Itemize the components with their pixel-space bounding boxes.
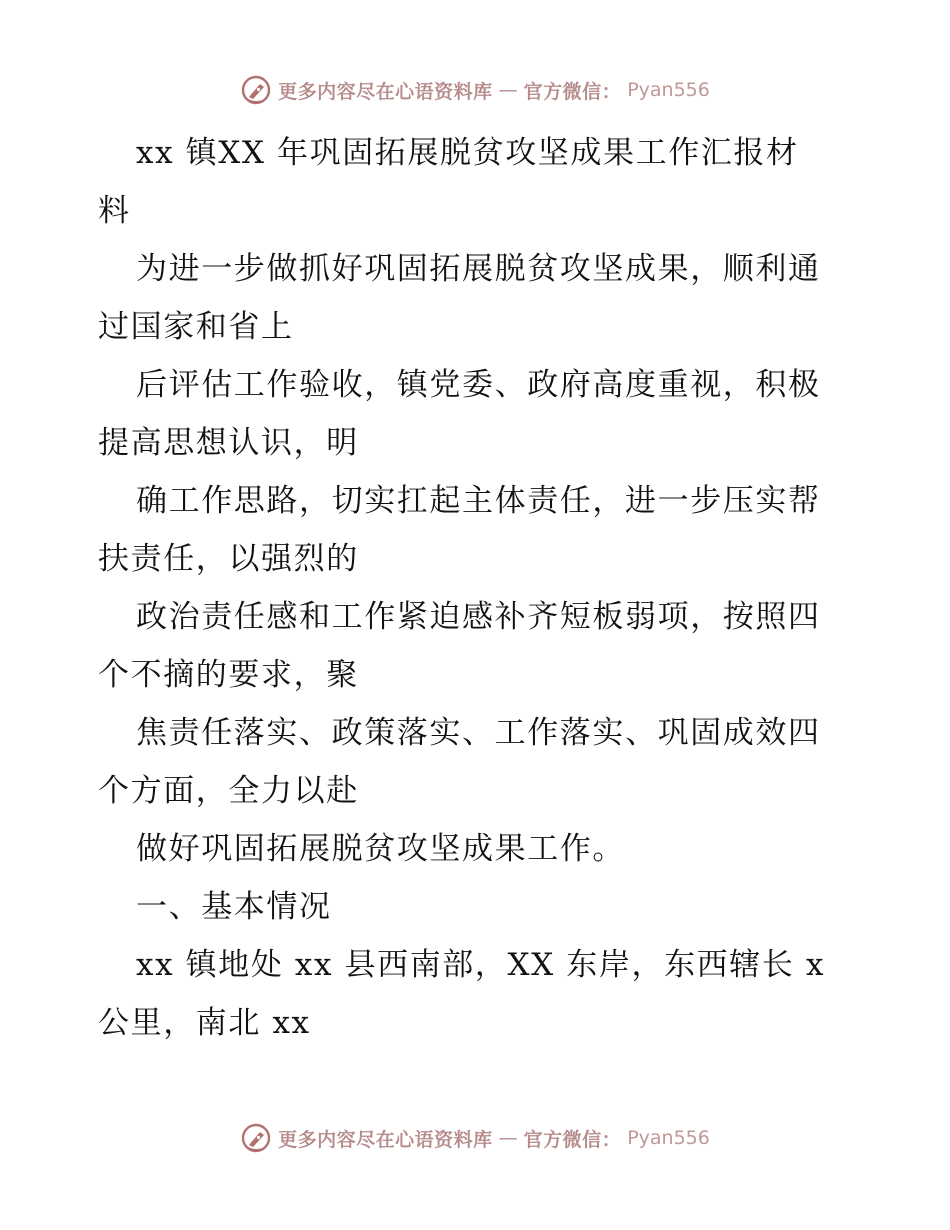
paragraph-line: 过国家和省上: [98, 309, 294, 345]
paragraph-line: 确工作思路，切实扛起主体责任，进一步压实帮: [136, 483, 821, 519]
paragraph-line: 提高思想认识，明: [98, 425, 359, 461]
section-heading: 一、基本情况: [136, 889, 332, 925]
document-body: [98, 124, 858, 1052]
watermark-contact: 官方微信：: [523, 1128, 622, 1151]
paragraph-line: 个不摘的要求，聚: [98, 657, 359, 693]
paragraph-line: 后评估工作验收，镇党委、政府高度重视，积极: [136, 367, 821, 403]
paragraph-line: 为进一步做抓好巩固拓展脱贫攻坚成果，顺利通: [136, 251, 821, 287]
watermark-text: 更多内容尽在心语资料库: [278, 1128, 493, 1151]
watermark-separator: —: [498, 79, 518, 101]
title-line-1: xx 镇XX 年巩固拓展脱贫攻坚成果工作汇报材: [136, 135, 799, 171]
watermark-id: Pyan556: [627, 79, 710, 101]
watermark-footer: [0, 1118, 950, 1158]
paragraph-line: xx 镇地处 xx 县西南部，XX 东岸，东西辖长 x: [136, 947, 826, 983]
watermark-header: [0, 70, 950, 110]
pen-nib-circle-icon: [240, 1122, 272, 1154]
paragraph-line: 个方面，全力以赴: [98, 773, 359, 809]
watermark-contact: 官方微信：: [523, 80, 622, 103]
watermark-id: Pyan556: [627, 1127, 710, 1149]
watermark-separator: —: [498, 1127, 518, 1149]
paragraph-line: 政治责任感和工作紧迫感补齐短板弱项，按照四: [136, 599, 821, 635]
paragraph-line: 做好巩固拓展脱贫攻坚成果工作。: [136, 831, 625, 867]
paragraph-line: 公里，南北 xx: [98, 1005, 311, 1041]
paragraph-line: 扶责任，以强烈的: [98, 541, 359, 577]
watermark-text: 更多内容尽在心语资料库: [278, 80, 493, 103]
title-line-2: 料: [98, 193, 131, 229]
paragraph-line: 焦责任落实、政策落实、工作落实、巩固成效四: [136, 715, 821, 751]
pen-nib-circle-icon: [240, 74, 272, 106]
